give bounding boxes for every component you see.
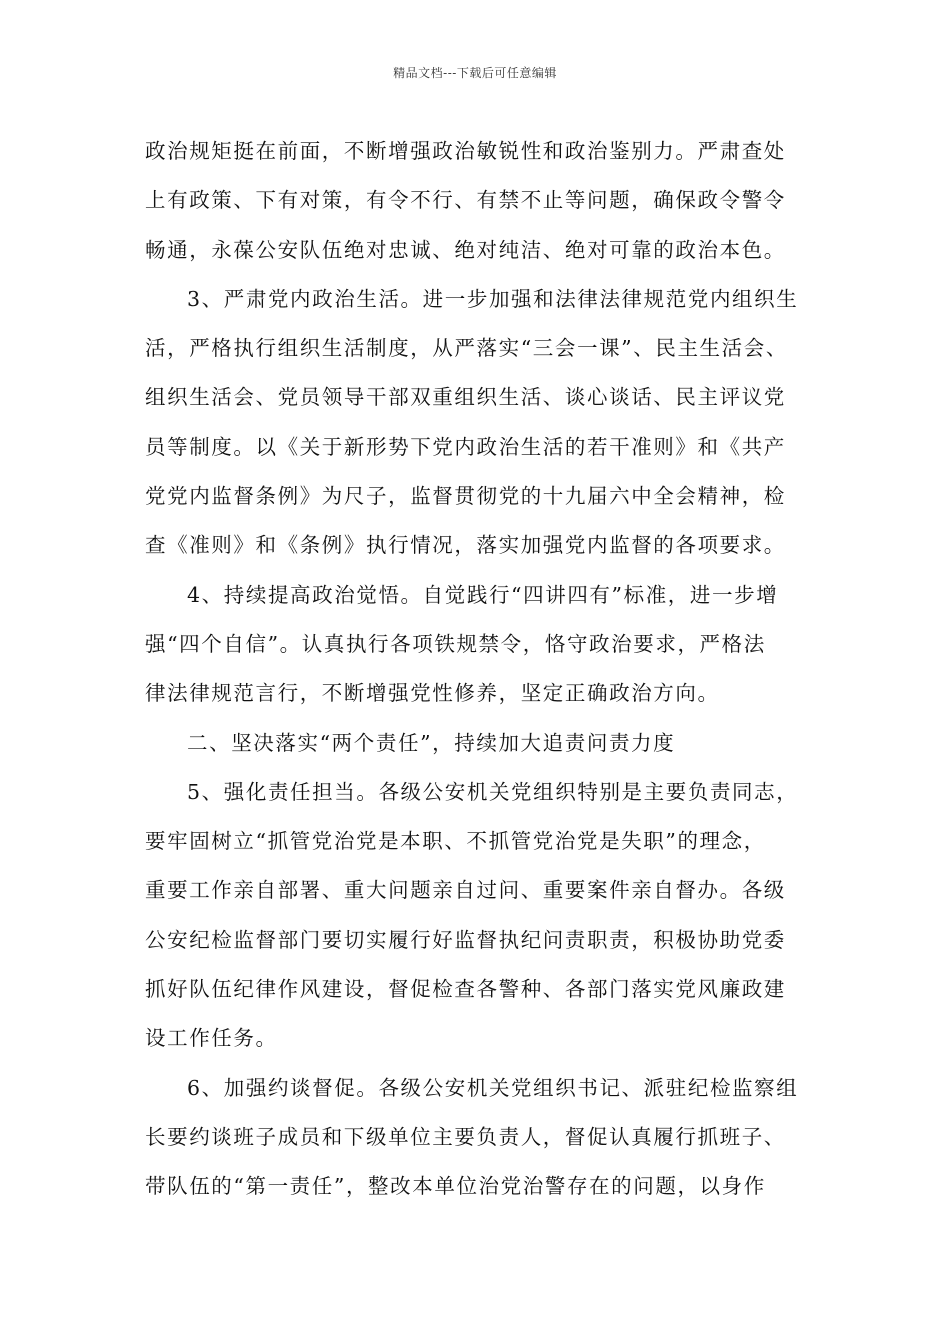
text-line: 3、严肃党内政治生活。进一步加强和法律法律规范党内组织生 [187, 286, 799, 311]
text-line: 重要工作亲自部署、重大问题亲自过问、重要案件亲自督办。各级 [145, 878, 786, 903]
text-line: 活，严格执行组织生活制度，从严落实“三会一课”、民主生活会、 [145, 336, 788, 361]
text-line: 查《准则》和《条例》执行情况，落实加强党内监督的各项要求。 [145, 533, 786, 558]
text-line: 抓好队伍纪律作风建设，督促检查各警种、各部门落实党风廉政建 [145, 977, 786, 1002]
text-line: 带队伍的“第一责任”，整改本单位治党治警存在的问题，以身作 [145, 1174, 766, 1199]
text-line: 公安纪检监督部门要切实履行好监督执纪问责职责，积极协助党委 [145, 927, 786, 952]
page-header: 精品文档---下载后可任意编辑 [393, 66, 557, 80]
text-line: 6、加强约谈督促。各级公安机关党组织书记、派驻纪检监察组 [187, 1075, 799, 1100]
text-line: 二、坚决落实“两个责任”，持续加大追责问责力度 [187, 730, 676, 755]
text-line: 畅通，永葆公安队伍绝对忠诚、绝对纯洁、绝对可靠的政治本色。 [145, 237, 786, 262]
text-line: 要牢固树立“抓管党治党是本职、不抓管党治党是失职”的理念， [145, 829, 766, 854]
text-line: 员等制度。以《关于新形势下党内政治生活的若干准则》和《共产 [145, 434, 786, 459]
text-line: 党党内监督条例》为尺子，监督贯彻党的十九届六中全会精神，检 [145, 484, 786, 509]
text-line: 4、持续提高政治觉悟。自觉践行“四讲四有”标准，进一步增 [187, 582, 779, 607]
text-line: 长要约谈班子成员和下级单位主要负责人，督促认真履行抓班子、 [145, 1124, 786, 1149]
document-body [145, 127, 813, 1212]
text-line: 律法律规范言行，不断增强党性修养，坚定正确政治方向。 [145, 681, 720, 706]
text-line: 强“四个自信”。认真执行各项铁规禁令，恪守政治要求，严格法 [145, 631, 766, 656]
text-line: 上有政策、下有对策，有令不行、有禁不止等问题，确保政令警令 [145, 188, 786, 213]
text-line: 设工作任务。 [145, 1026, 278, 1051]
text-line: 组织生活会、党员领导干部双重组织生活、谈心谈话、民主评议党 [145, 385, 786, 410]
text-line: 政治规矩挺在前面，不断增强政治敏锐性和政治鉴别力。严肃查处 [145, 139, 786, 163]
text-line: 5、强化责任担当。各级公安机关党组织特别是主要负责同志， [187, 779, 799, 804]
